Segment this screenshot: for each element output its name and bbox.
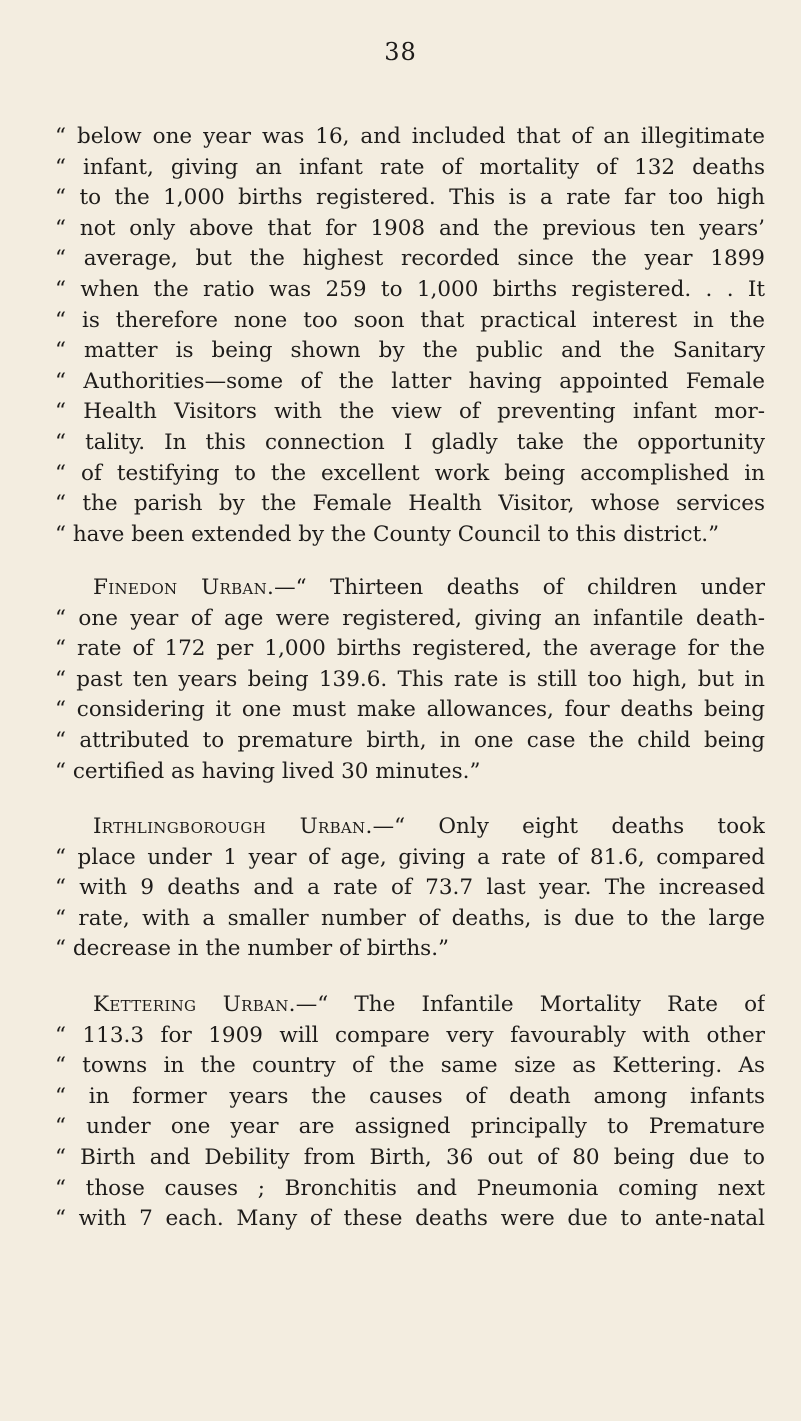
paragraph-finedon-urban <box>55 573 765 787</box>
text-line: “ those causes ; Bronchitis and Pneumonia coming next <box>55 1175 765 1201</box>
text-line: “ the parish by the Female Health Visitor, whose services <box>55 491 765 517</box>
text-line: “ considering it one must make allowances, four deaths being <box>55 697 765 723</box>
text-line: “ 113.3 for 1909 will compare very favourably with other <box>55 1022 765 1048</box>
text-line: “ with 7 each. Many of these deaths were due to ante-natal <box>55 1206 765 1232</box>
text-line <box>55 573 765 604</box>
text-line: “ matter is being shown by the public and the Sanitary <box>55 338 765 364</box>
text-line: “ to the 1,000 births registered. This is a rate far too high <box>55 185 765 211</box>
text-line: “ certified as having lived 30 minutes.” <box>55 758 481 784</box>
paragraph-irthlingborough-urban <box>55 812 765 965</box>
text-line: “ decrease in the number of births.” <box>55 936 450 962</box>
text-line: “ when the ratio was 259 to 1,000 births registered. . . It <box>55 276 765 302</box>
text-line: “ tality. In this connection I gladly take the opportunity <box>55 429 765 455</box>
text-line: “ past ten years being 139.6. This rate is still too high, but in <box>55 666 765 692</box>
section-heading: Finedon Urban. <box>93 575 275 600</box>
text-line: “ attributed to premature birth, in one case the child being <box>55 727 765 753</box>
text-line: “ rate, with a smaller number of deaths, is due to the large <box>55 905 765 931</box>
text-line: “ of testifying to the excellent work being accomplished in <box>55 460 765 486</box>
section-heading: Irthlingborough Urban. <box>93 814 373 839</box>
text-run: —“ Thirteen deaths of children under <box>274 575 765 600</box>
text-run: —“ Only eight deaths took <box>372 814 765 839</box>
text-line: “ average, but the highest recorded since the year 1899 <box>55 246 765 272</box>
text-line: “ place under 1 year of age, giving a rate of 81.6, compared <box>55 844 765 870</box>
text-line: “ in former years the causes of death among infants <box>55 1083 765 1109</box>
text-line <box>55 812 765 843</box>
text-line: “ below one year was 16, and included that of an illegitimate <box>55 124 765 149</box>
section-heading: Kettering Urban. <box>93 992 296 1017</box>
text-run: —“ The Infantile Mortality Rate of <box>295 992 765 1017</box>
text-line: “ towns in the country of the same size as Kettering. As <box>55 1053 765 1079</box>
text-line: “ infant, giving an infant rate of mortality of 132 deaths <box>55 154 765 180</box>
page-number: 38 <box>384 38 417 66</box>
paragraph-kettering-urban <box>55 990 765 1235</box>
text-line: “ not only above that for 1908 and the previous ten years’ <box>55 215 765 241</box>
text-line: “ Authorities—some of the latter having appointed Female <box>55 368 765 394</box>
text-line: “ is therefore none too soon that practical interest in the <box>55 307 765 333</box>
text-line: “ one year of age were registered, giving an infantile death- <box>55 605 765 631</box>
text-line: “ with 9 deaths and a rate of 73.7 last year. The increased <box>55 875 765 901</box>
paragraph-continuation <box>55 122 765 550</box>
text-line: “ Health Visitors with the view of preventing infant mor- <box>55 399 765 425</box>
text-line <box>55 990 765 1021</box>
text-line: “ have been extended by the County Council to this district.” <box>55 521 720 547</box>
text-line: “ under one year are assigned principally to Premature <box>55 1114 765 1140</box>
text-line: “ rate of 172 per 1,000 births registered, the average for the <box>55 636 765 662</box>
text-line: “ Birth and Debility from Birth, 36 out of 80 being due to <box>55 1144 765 1170</box>
